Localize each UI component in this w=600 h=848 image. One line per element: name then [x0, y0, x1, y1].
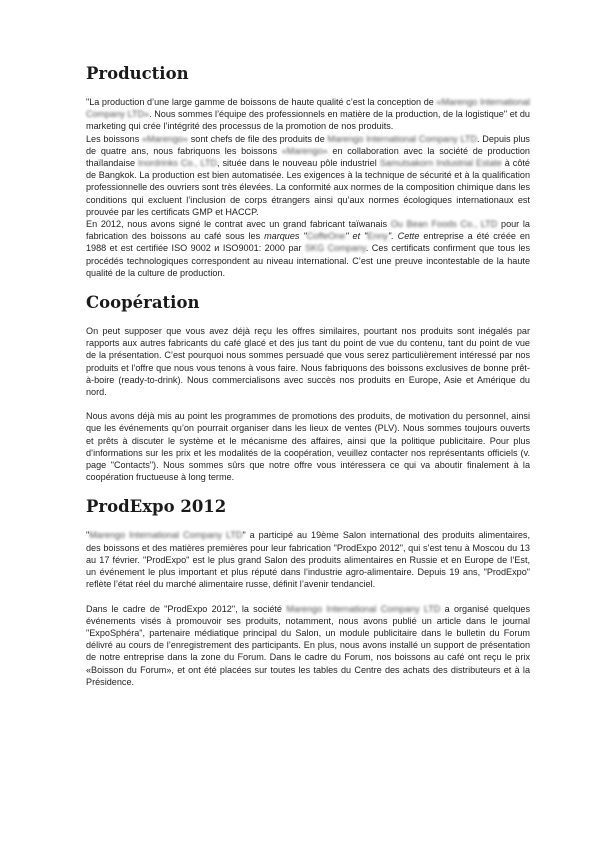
text-run: " a participé au 19ème Salon international des produits alimentaires, des boissons et des matières premières pour leur fabrication "ProdExpo 2012", qui s’est tenu à Moscou du 13 au 17 février. "ProdExpo" est le plus grand Salon des produits alimentaires en Russie et en Europe de l’Est, un événement le plus important et plus réputé dans l’industrie agro-alimentaire. Depuis 19 ans, "ProdExpo" reflète l’état réel du marché alimentaire russe, définit l’avenir tendanciel.: [86, 530, 530, 590]
redacted-name: Samutsakorn Industrial Estate: [379, 158, 502, 169]
text-run: a organisé quelques événements visés à promouvoir ses produits, notamment, nous avons publié un article dans le journal "ExpoSphéra", partenaire médiatique principal du Salon, un module publicitaire dans le bulletin du Forum délivré au cours de l’enregistrement des participants. En plus, nous avons installé un support de présentation de notre entreprise dans la zone du Forum. Dans le cadre du Forum, nos boissons au café ont reçu le prix «Boisson du Forum», et ont été placées sur toutes les tables du Centre des achats des distributeurs et à la Présidence.: [86, 603, 531, 687]
redacted-name: «Marengo International Company LTD»: [86, 97, 530, 120]
text-run: en collaboration avec la société de production thaïlandaise: [86, 145, 530, 169]
text-run: . Depuis plus de quatre ans, nous fabriquons les boissons: [86, 133, 530, 156]
text-run: pour la fabrication des boissons au café sous les: [86, 219, 530, 242]
text-run: à côté de Bangkok. La production est bien automatisée. Les exigences à la technique de sécurité et à la qualification professionnelle des ouvriers sont très élevées. La conformité aux normes de la composition chimique dans les conditions qui excluent l’inclusion de corps étrangers ainsi qu’aux normes écologiques internationaux est prouvée par les certificats GMP et HACCP.: [86, 158, 530, 217]
paragraph-spacer: [86, 398, 530, 410]
paragraph: [86, 325, 530, 398]
text-run: Les boissons: [86, 133, 142, 144]
section-spacer: [86, 483, 530, 495]
section-title: ProdExpo 2012: [86, 497, 227, 517]
redacted-name: Ou Bean Foods Co., LTD: [390, 219, 498, 230]
section-2: [86, 291, 530, 483]
paragraph: [86, 96, 530, 133]
text-run: En 2012, nous avons signé le contrat avec un grand fabricant taïwanais: [86, 219, 391, 230]
section-1: [86, 62, 530, 279]
text-run: . Nous sommes l’équipe des professionnels en matière de la production, de la logistique" et du marketing qui crée l’intégrité des processus de la promotion de nos produits.: [86, 109, 530, 132]
text-run: marques ": [264, 231, 307, 242]
text-run: ". Cette: [387, 231, 420, 242]
document-page: [86, 62, 530, 688]
section-spacer: [86, 279, 530, 291]
paragraph: [86, 218, 530, 279]
text-run: ": [86, 530, 90, 541]
text-run: Dans le cadre de "ProdExpo 2012", la société: [86, 603, 287, 614]
redacted-name: CoffeOne: [306, 231, 346, 242]
text-run: , située dans le nouveau pôle industriel: [217, 158, 380, 169]
redacted-name: Marengo International Company LTD: [286, 603, 441, 614]
text-run: "La production d’une large gamme de boissons de haute qualité c’est la conception de: [86, 97, 437, 107]
paragraph: [86, 529, 530, 590]
redacted-name: Enny: [367, 231, 388, 242]
section-title: Coopération: [86, 293, 200, 313]
section-title: Production: [86, 64, 189, 83]
redacted-name: Marengo International Company LTD: [327, 133, 478, 144]
text-run: sont chefs de file des produits de: [188, 133, 328, 144]
redacted-name: Inordrinks Co., LTD: [138, 158, 217, 169]
redacted-name: SKG Company: [304, 243, 366, 254]
paragraph: [86, 410, 530, 483]
paragraph: [86, 603, 530, 688]
redacted-name: «Marengo»: [281, 145, 328, 156]
paragraph: [86, 133, 530, 218]
text-run: entreprise a été créée en 1988 et est certifiée ISO 9002 и ISO9001: 2000 par: [86, 231, 530, 254]
redacted-name: «Marengo»: [141, 133, 188, 144]
text-run: On peut supposer que vous avez déjà reçu les offres similaires, pourtant nos produits sont inégalés par rapports aux autres fabricants du café glacé et des jus tant du point de vue du contenu, tant du point de vue de la présentation. C’est pourquoi nous sommes persuadé que vous serez particulièrement intéressé par nos produits et l’offre que nous vous tenons à vous faire. Nous fabriquons des boissons exclusives de bonne prêt-à-boire (ready-to-drink). Nous commercialisons avec succès nos produits en Europe, Asie et Amérique du nord.: [86, 326, 530, 398]
text-run: . Ces certificats confirment que tous les procédés technologiques correspondent au niveau international. C’est une preuve incontestable de la haute qualité de la culture de production.: [86, 243, 530, 278]
text-run: " et ": [345, 231, 368, 242]
text-run: Nous avons déjà mis au point les programmes de promotions des produits, de motivation du personnel, ainsi que les événements qu’on pourrait organiser dans les lieux de ventes (PLV). Nous sommes toujours ouverts et prêts à discuter le système et le mécanisme des affaires, ainsi que la politique publicitaire. Pour plus d’informations sur les prix et les modalités de la coopération, veuillez contacter nos représentants officiels (v. page "Contacts"). Nous sommes sûrs que notre offre vous intéressera ce qui va aboutir finalement à la coopération fructueuse à long terme.: [86, 411, 530, 483]
section-3: [86, 495, 530, 687]
paragraph-spacer: [86, 591, 530, 603]
redacted-name: Marengo International Company LTD: [89, 530, 243, 541]
